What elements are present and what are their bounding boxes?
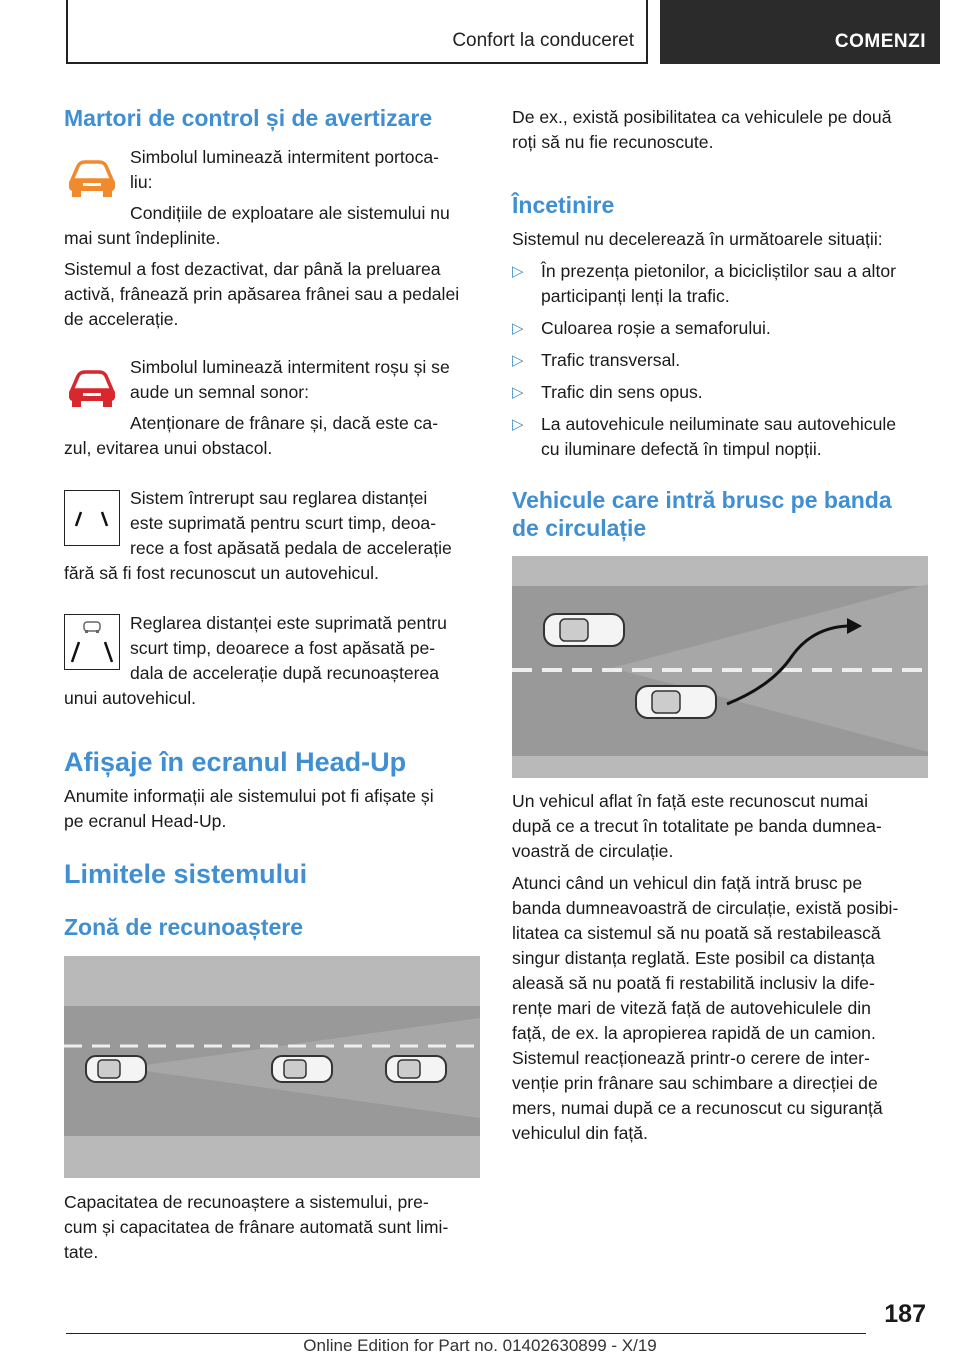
- car-orange-icon: [64, 150, 120, 206]
- para-atunci-2: banda dumneavoastră de circulație, există posibi-: [512, 898, 899, 918]
- footer-edition: Online Edition for Part no. 01402630899 - X/19: [303, 1336, 657, 1355]
- para-atunci-4: singur distanța reglată. Este posibil ca distanța: [512, 948, 875, 968]
- para-ex-2: roți să nu fie recunoscute.: [512, 132, 714, 152]
- para-atunci-1: Atunci când un vehicul din față intră brusc pe: [512, 873, 863, 893]
- para-atunci-8: Sistemul reacționează printr-o cerere de inter-: [512, 1048, 870, 1068]
- para-dezactivat-3: de accelerație.: [64, 309, 179, 329]
- car-cut-in: [544, 614, 624, 646]
- figure-cut-in: [512, 556, 928, 778]
- bullet-4: Trafic din sens opus.: [541, 382, 703, 402]
- icon1-cond: Condițiile de exploatare ale sistemului nu: [130, 203, 450, 223]
- car-left: [86, 1056, 146, 1082]
- car-red-icon: [64, 360, 120, 416]
- icon1-line1: Simbolul luminează intermitent portoca-: [130, 147, 440, 167]
- page-number: 187: [884, 1300, 926, 1328]
- para-sistemul: Sistemul nu decelerează în următoarele situații:: [512, 229, 883, 249]
- icon1-cond2: mai sunt îndeplinite.: [64, 228, 221, 248]
- bullet-5-line2: cu iluminare defectă în timpul nopții.: [541, 439, 822, 459]
- para-ex-1: De ex., există posibilitatea ca vehiculele pe două: [512, 107, 892, 127]
- bullet-1-line2: participanți lenți la trafic.: [541, 286, 730, 306]
- caption-2: cum și capacitatea de frânare automată sunt limi-: [64, 1217, 449, 1237]
- heading-headup: Afișaje în ecranul Head-Up: [64, 747, 407, 777]
- heading-zona: Zonă de recunoaștere: [64, 914, 304, 940]
- icon3-line3: rece a fost apăsată pedala de accelerație: [130, 538, 452, 558]
- para-un-3: voastră de circulație.: [512, 841, 674, 861]
- icon4-line2: scurt timp, deoarece a fost apăsată pe-: [130, 638, 436, 658]
- para-atunci-5: aleasă să nu poată fi restabilită inclusiv la dife-: [512, 973, 875, 993]
- heading-incetinire: Încetinire: [512, 192, 615, 218]
- bullet-2: Culoarea roșie a semaforului.: [541, 318, 771, 338]
- icon4-line3: dala de accelerație după recunoașterea: [130, 663, 440, 683]
- para-atunci-7: față, de ex. la apropierea rapidă de un camion.: [512, 1023, 876, 1043]
- caption-1: Capacitatea de recunoaștere a sistemului, pre-: [64, 1192, 429, 1212]
- para-atunci-6: rențe mari de viteză față de autovehiculele din: [512, 998, 871, 1018]
- bullet-marker: ▷: [512, 384, 524, 401]
- icon2-line3: Atenționare de frânare și, dacă este ca-: [130, 413, 439, 433]
- car-right: [386, 1056, 446, 1082]
- para-un-2: după ce a trecut în totalitate pe banda dumnea-: [512, 816, 882, 836]
- car-own: [636, 686, 716, 718]
- icon4-line4: unui autovehicul.: [64, 688, 197, 708]
- header-chapter-title: COMENZI: [834, 31, 926, 52]
- para-dezactivat-1: Sistemul a fost dezactivat, dar până la preluarea: [64, 259, 441, 279]
- para-headup-1: Anumite informații ale sistemului pot fi afișate și: [64, 786, 434, 806]
- icon3-line2: este suprimată pentru scurt timp, deoa-: [130, 513, 437, 533]
- bullet-marker: ▷: [512, 263, 524, 280]
- para-un-1: Un vehicul aflat în față este recunoscut numai: [512, 791, 868, 811]
- icon2-line2: aude un semnal sonor:: [130, 382, 309, 402]
- icon2-line4: zul, evitarea unui obstacol.: [64, 438, 273, 458]
- header-section-title: Confort la conduceret: [452, 30, 634, 51]
- car-middle: [272, 1056, 332, 1082]
- figure-recognition-zone: [64, 956, 480, 1178]
- icon3-line1: Sistem întrerupt sau reglarea distanței: [130, 488, 428, 508]
- para-dezactivat-2: activă, frânează prin apăsarea frânei sau a pedalei: [64, 284, 460, 304]
- para-atunci-3: litatea ca sistemul să nu poată să restabilească: [512, 923, 881, 943]
- bullet-3: Trafic transversal.: [541, 350, 681, 370]
- icon2-line1: Simbolul luminează intermitent roșu și se: [130, 357, 450, 377]
- header-section-box: [66, 0, 648, 64]
- heading-limite: Limitele sistemului: [64, 859, 308, 889]
- icon3-line4: fără să fi fost recunoscut un autovehicul.: [64, 563, 379, 583]
- icon4-line1: Reglarea distanței este suprimată pentru: [130, 613, 447, 633]
- para-headup-2: pe ecranul Head-Up.: [64, 811, 227, 831]
- lane-car-icon: [64, 614, 120, 670]
- heading-martori: Martori de control și de avertizare: [64, 105, 433, 131]
- caption-3: tate.: [64, 1242, 99, 1262]
- para-atunci-10: mers, numai după ce a recunoscut cu siguranță: [512, 1098, 883, 1118]
- lane-lines-icon: [64, 490, 120, 546]
- bullet-marker: ▷: [512, 320, 524, 337]
- heading-vehicule-1: Vehicule care intră brusc pe banda: [512, 487, 892, 513]
- bullet-marker: ▷: [512, 416, 524, 433]
- bullet-5-line1: La autovehicule neiluminate sau autovehicule: [541, 414, 897, 434]
- bullet-marker: ▷: [512, 352, 524, 369]
- heading-vehicule-2: de circulație: [512, 515, 647, 541]
- para-atunci-9: venție prin frânare sau schimbare a direcției de: [512, 1073, 878, 1093]
- icon1-line2: liu:: [130, 172, 153, 192]
- bullet-1-line1: În prezența pietonilor, a bicicliștilor sau a altor: [541, 261, 896, 281]
- footer-divider: [66, 1333, 866, 1334]
- para-atunci-11: vehiculul din față.: [512, 1123, 648, 1143]
- header-chapter-box: [660, 0, 940, 64]
